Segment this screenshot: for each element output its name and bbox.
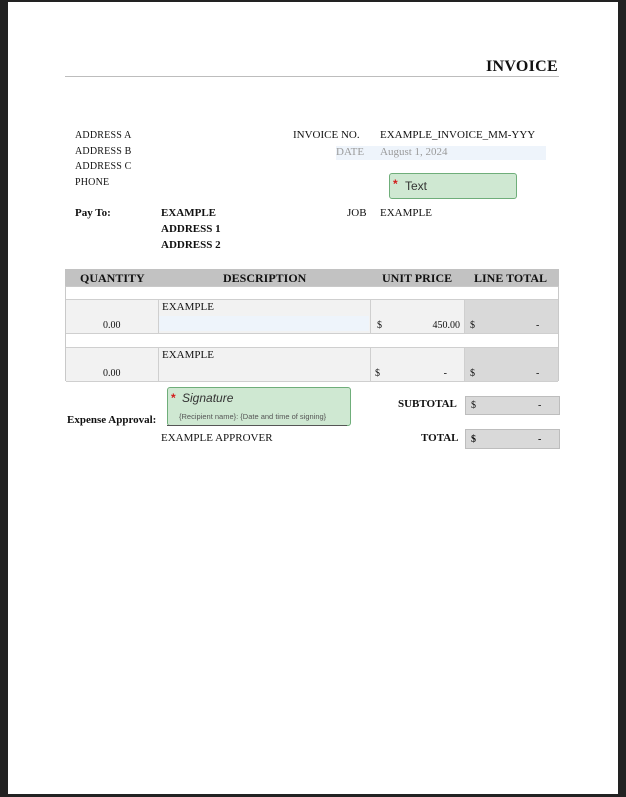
required-marker: * <box>393 177 398 191</box>
pay-to-label: Pay To: <box>75 207 111 219</box>
signature-field[interactable] <box>167 387 351 426</box>
signature-hint: {Recipient name}: {Date and time of signing} <box>179 412 327 421</box>
invoice-no-label: INVOICE NO. <box>293 129 360 141</box>
approver-name: EXAMPLE APPROVER <box>161 432 273 444</box>
address-c: ADDRESS C <box>75 161 132 172</box>
address-a: ADDRESS A <box>75 130 132 141</box>
total-currency: $ <box>471 434 476 445</box>
invoice-title: INVOICE <box>486 58 559 75</box>
title-divider <box>65 76 559 77</box>
subtotal-currency: $ <box>471 400 476 411</box>
quantity-cell[interactable]: 0.00 <box>103 320 121 331</box>
line-currency: $ <box>470 320 475 331</box>
header-line-total: LINE TOTAL <box>474 271 548 285</box>
table-row <box>66 299 558 334</box>
unit-price-cell[interactable]: - <box>443 368 447 379</box>
pay-to-line2: ADDRESS 1 <box>161 223 221 235</box>
table-row <box>66 347 558 382</box>
description-input[interactable] <box>159 316 369 331</box>
total-box <box>465 429 560 449</box>
signature-label: Signature <box>182 391 234 405</box>
line-total-value: - <box>536 368 540 379</box>
date-value[interactable]: August 1, 2024 <box>380 146 448 158</box>
pay-to-line3: ADDRESS 2 <box>161 239 221 251</box>
job-value[interactable]: EXAMPLE <box>380 207 432 219</box>
header-unit-price: UNIT PRICE <box>382 271 453 285</box>
required-marker: * <box>171 391 176 405</box>
job-label: JOB <box>347 207 367 219</box>
total-value: - <box>538 434 542 445</box>
line-currency: $ <box>470 368 475 379</box>
invoice-page <box>8 2 618 794</box>
line-total-value: - <box>536 320 540 331</box>
unit-currency: $ <box>377 320 382 331</box>
unit-price-cell[interactable]: 450.00 <box>432 320 460 331</box>
invoice-no-value[interactable]: EXAMPLE_INVOICE_MM-YYY <box>380 129 536 141</box>
text-field-label: Text <box>405 179 428 193</box>
subtotal-value: - <box>538 400 542 411</box>
subtotal-box <box>465 396 560 415</box>
total-label: TOTAL <box>421 432 459 444</box>
line-total-cell <box>465 348 558 381</box>
line-total-cell <box>465 300 558 333</box>
text-field[interactable] <box>389 173 517 199</box>
date-label: DATE <box>336 146 365 158</box>
pay-to-line1: EXAMPLE <box>161 207 216 219</box>
expense-approval-label: Expense Approval: <box>67 414 157 426</box>
description-cell[interactable]: EXAMPLE <box>162 301 214 313</box>
approval-signature-line <box>167 425 347 426</box>
unit-currency: $ <box>375 368 380 379</box>
quantity-cell[interactable]: 0.00 <box>103 368 121 379</box>
address-b: ADDRESS B <box>75 146 132 157</box>
description-cell[interactable]: EXAMPLE <box>162 349 214 361</box>
header-description: DESCRIPTION <box>223 271 307 285</box>
subtotal-label: SUBTOTAL <box>398 398 457 410</box>
header-quantity: QUANTITY <box>80 271 145 285</box>
phone: PHONE <box>75 177 110 188</box>
